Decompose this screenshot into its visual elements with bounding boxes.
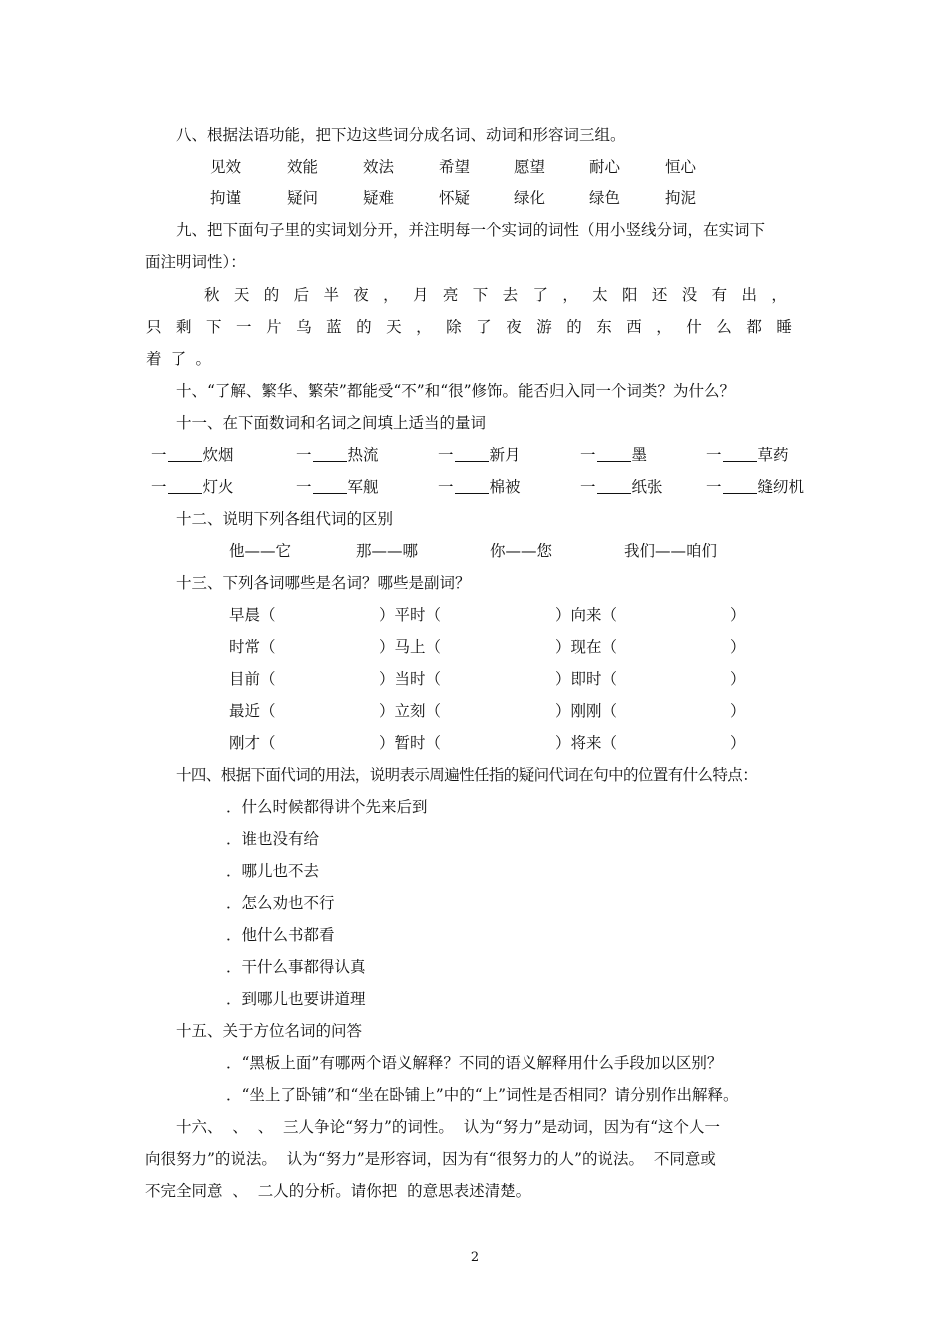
q11-item: 一 军舰 <box>296 478 379 496</box>
q12-pair: 我们——咱们 <box>624 542 718 560</box>
q9-sentence-line <box>146 317 792 337</box>
q9-char: 太 <box>592 286 608 304</box>
q13-cell: ） <box>730 670 746 688</box>
q9-char: 只 <box>146 318 162 336</box>
q9-char: ， <box>416 318 432 336</box>
q14-item: ．干什么事都得认真 <box>226 958 366 976</box>
q14-item: ．到哪儿也要讲道理 <box>226 990 366 1008</box>
q9-char: 都 <box>746 318 762 336</box>
q11-item: 一 灯火 <box>151 478 234 496</box>
q8-word: 拘泥 <box>665 189 697 207</box>
q12-title: 十二、说明下列各组代词的区别 <box>176 510 394 528</box>
q16-line: 十六、 、 、 三人争论“努力”的词性。 认为“努力”是动词，因为有“这个人一 <box>176 1118 721 1136</box>
q13-cell: ）马上（ <box>379 638 442 656</box>
q10-title: 十、“了解、繁华、繁荣”都能受“不”和“很”修饰。能否归入同一个词类？为什么？ <box>176 382 736 400</box>
q9-char: 天 <box>233 286 250 304</box>
answer-blank[interactable] <box>168 445 202 462</box>
q13-title: 十三、下列各词哪些是名词？哪些是副词？ <box>176 574 471 592</box>
q9-char: 没 <box>681 286 698 304</box>
q9-char: 天 <box>386 318 402 336</box>
q9-char: 了 <box>170 350 187 368</box>
q9-char: 游 <box>536 318 552 336</box>
q13-cell: 时常（ <box>229 638 276 656</box>
answer-blank[interactable] <box>313 445 347 462</box>
q8-word: 怀疑 <box>439 189 471 207</box>
q11-item: 一 热流 <box>296 446 379 464</box>
q9-char: 有 <box>711 286 728 304</box>
q8-word: 疑难 <box>363 189 395 207</box>
q11-title: 十一、在下面数词和名词之间填上适当的量词 <box>176 414 487 432</box>
q11-item: 一 墨 <box>580 446 648 464</box>
q13-cell: ） <box>730 606 746 624</box>
q9-char: 的 <box>356 318 372 336</box>
q9-char: 什 <box>686 318 702 336</box>
q11-item: 一 炊烟 <box>151 446 234 464</box>
q8-word: 恒心 <box>665 158 697 176</box>
q9-char: 。 <box>195 350 211 368</box>
q8-word: 见效 <box>210 158 242 176</box>
q9-char: 西 <box>626 318 642 336</box>
q9-char: 睡 <box>776 318 792 336</box>
q9-char: 月 <box>413 286 429 304</box>
page-number: 2 <box>470 1250 480 1265</box>
q13-cell: ）平时（ <box>379 606 442 624</box>
q9-char: 片 <box>266 318 282 336</box>
q9-char: 一 <box>236 318 252 336</box>
q9-char: 东 <box>596 318 612 336</box>
q12-pair: 那——哪 <box>356 542 419 560</box>
q9-char: 乌 <box>296 318 312 336</box>
q13-cell: ）即时（ <box>555 670 618 688</box>
q9-char: 的 <box>566 318 582 336</box>
q8-title: 八、根据法语功能，把下边这些词分成名词、动词和形容词三组。 <box>176 126 626 144</box>
answer-blank[interactable] <box>723 445 757 462</box>
q8-word: 疑问 <box>287 189 319 207</box>
q13-cell: ）当时（ <box>379 670 442 688</box>
q13-cell: ）向来（ <box>555 606 618 624</box>
q13-cell: ）暂时（ <box>379 734 442 752</box>
q11-item: 一 缝纫机 <box>706 478 805 496</box>
q9-char: ， <box>771 286 787 304</box>
q9-char: 下 <box>472 286 489 304</box>
q9-title-continued: 面注明词性）： <box>145 253 246 271</box>
q13-cell: 最近（ <box>229 702 276 720</box>
answer-blank[interactable] <box>168 477 202 494</box>
q9-char: 么 <box>716 318 732 336</box>
q13-cell: ）现在（ <box>555 638 618 656</box>
q14-title: 十四、根据下面代词的用法，说明表示周遍性任指的疑问代词在句中的位置有什么特点： <box>176 766 758 784</box>
q9-char: 除 <box>446 318 462 336</box>
q16-line: 不完全同意 、 二人的分析。请你把 的意思表述清楚。 <box>145 1182 532 1200</box>
q14-item: ．谁也没有给 <box>226 830 320 848</box>
answer-blank[interactable] <box>597 445 631 462</box>
q9-char: 了 <box>532 286 548 304</box>
q14-item: ．哪儿也不去 <box>226 862 320 880</box>
q13-cell: 早晨（ <box>229 606 276 624</box>
q9-char: 亮 <box>442 286 459 304</box>
q14-item: ．他什么书都看 <box>226 926 335 944</box>
q9-char: 秋 <box>204 286 220 304</box>
q9-char: 的 <box>263 286 280 304</box>
q11-item: 一 草药 <box>706 446 789 464</box>
q9-char: 剩 <box>176 318 192 336</box>
q9-char: 蓝 <box>326 318 342 336</box>
q8-word: 效法 <box>363 158 395 176</box>
answer-blank[interactable] <box>313 477 347 494</box>
q9-char: 下 <box>206 318 222 336</box>
q13-cell: ） <box>730 638 746 656</box>
q9-char: ， <box>383 286 399 304</box>
q9-char: 着 <box>146 350 162 368</box>
q14-item: ．什么时候都得讲个先来后到 <box>226 798 428 816</box>
q13-cell: ） <box>730 734 746 752</box>
q8-word: 希望 <box>439 158 471 176</box>
q9-sentence-line <box>204 285 787 305</box>
q11-item: 一 纸张 <box>580 478 663 496</box>
q8-word: 绿色 <box>589 189 621 207</box>
q9-char: 夜 <box>353 286 369 304</box>
q9-char: ， <box>656 318 672 336</box>
q15-item: ．“坐上了卧铺”和“坐在卧铺上”中的“上”词性是否相同？请分别作出解释。 <box>226 1086 739 1104</box>
q13-cell: ） <box>730 702 746 720</box>
q9-char: 还 <box>651 286 668 304</box>
q8-word: 愿望 <box>514 158 546 176</box>
q13-cell: 刚才（ <box>229 734 276 752</box>
q13-cell: 目前（ <box>229 670 276 688</box>
q12-pair: 他——它 <box>229 542 292 560</box>
q9-title: 九、把下面句子里的实词划分开，并注明每一个实词的词性（用小竖线分词，在实词下 <box>176 221 766 239</box>
q8-word: 拘谨 <box>210 189 242 207</box>
q11-item: 一 棉被 <box>438 478 521 496</box>
answer-blank[interactable] <box>455 477 489 494</box>
q13-cell: ）刚刚（ <box>555 702 618 720</box>
answer-blank[interactable] <box>597 477 631 494</box>
answer-blank[interactable] <box>723 477 757 494</box>
answer-blank[interactable] <box>455 445 489 462</box>
q8-word: 耐心 <box>589 158 621 176</box>
q9-char: 夜 <box>506 318 522 336</box>
q8-word: 绿化 <box>514 189 546 207</box>
q15-item: ．“黑板上面”有哪两个语义解释？不同的语义解释用什么手段加以区别？ <box>226 1054 723 1072</box>
q15-title: 十五、关于方位名词的问答 <box>176 1022 363 1040</box>
q9-char: 去 <box>502 286 519 304</box>
q9-char: 半 <box>323 286 339 304</box>
q9-sentence-line <box>146 349 211 369</box>
q9-char: 阳 <box>622 286 638 304</box>
q9-char: 后 <box>293 286 310 304</box>
q11-item: 一 新月 <box>438 446 521 464</box>
q9-char: 出 <box>741 286 757 304</box>
q12-pair: 你——您 <box>490 542 553 560</box>
q13-cell: ）将来（ <box>555 734 618 752</box>
q9-char: 了 <box>476 318 492 336</box>
q13-cell: ）立刻（ <box>379 702 442 720</box>
q8-word: 效能 <box>287 158 319 176</box>
q9-char: ， <box>562 286 578 304</box>
q14-item: ．怎么劝也不行 <box>226 894 335 912</box>
q16-line: 向很努力”的说法。 认为“努力”是形容词，因为有“很努力的人”的说法。 不同意或 <box>145 1150 716 1168</box>
